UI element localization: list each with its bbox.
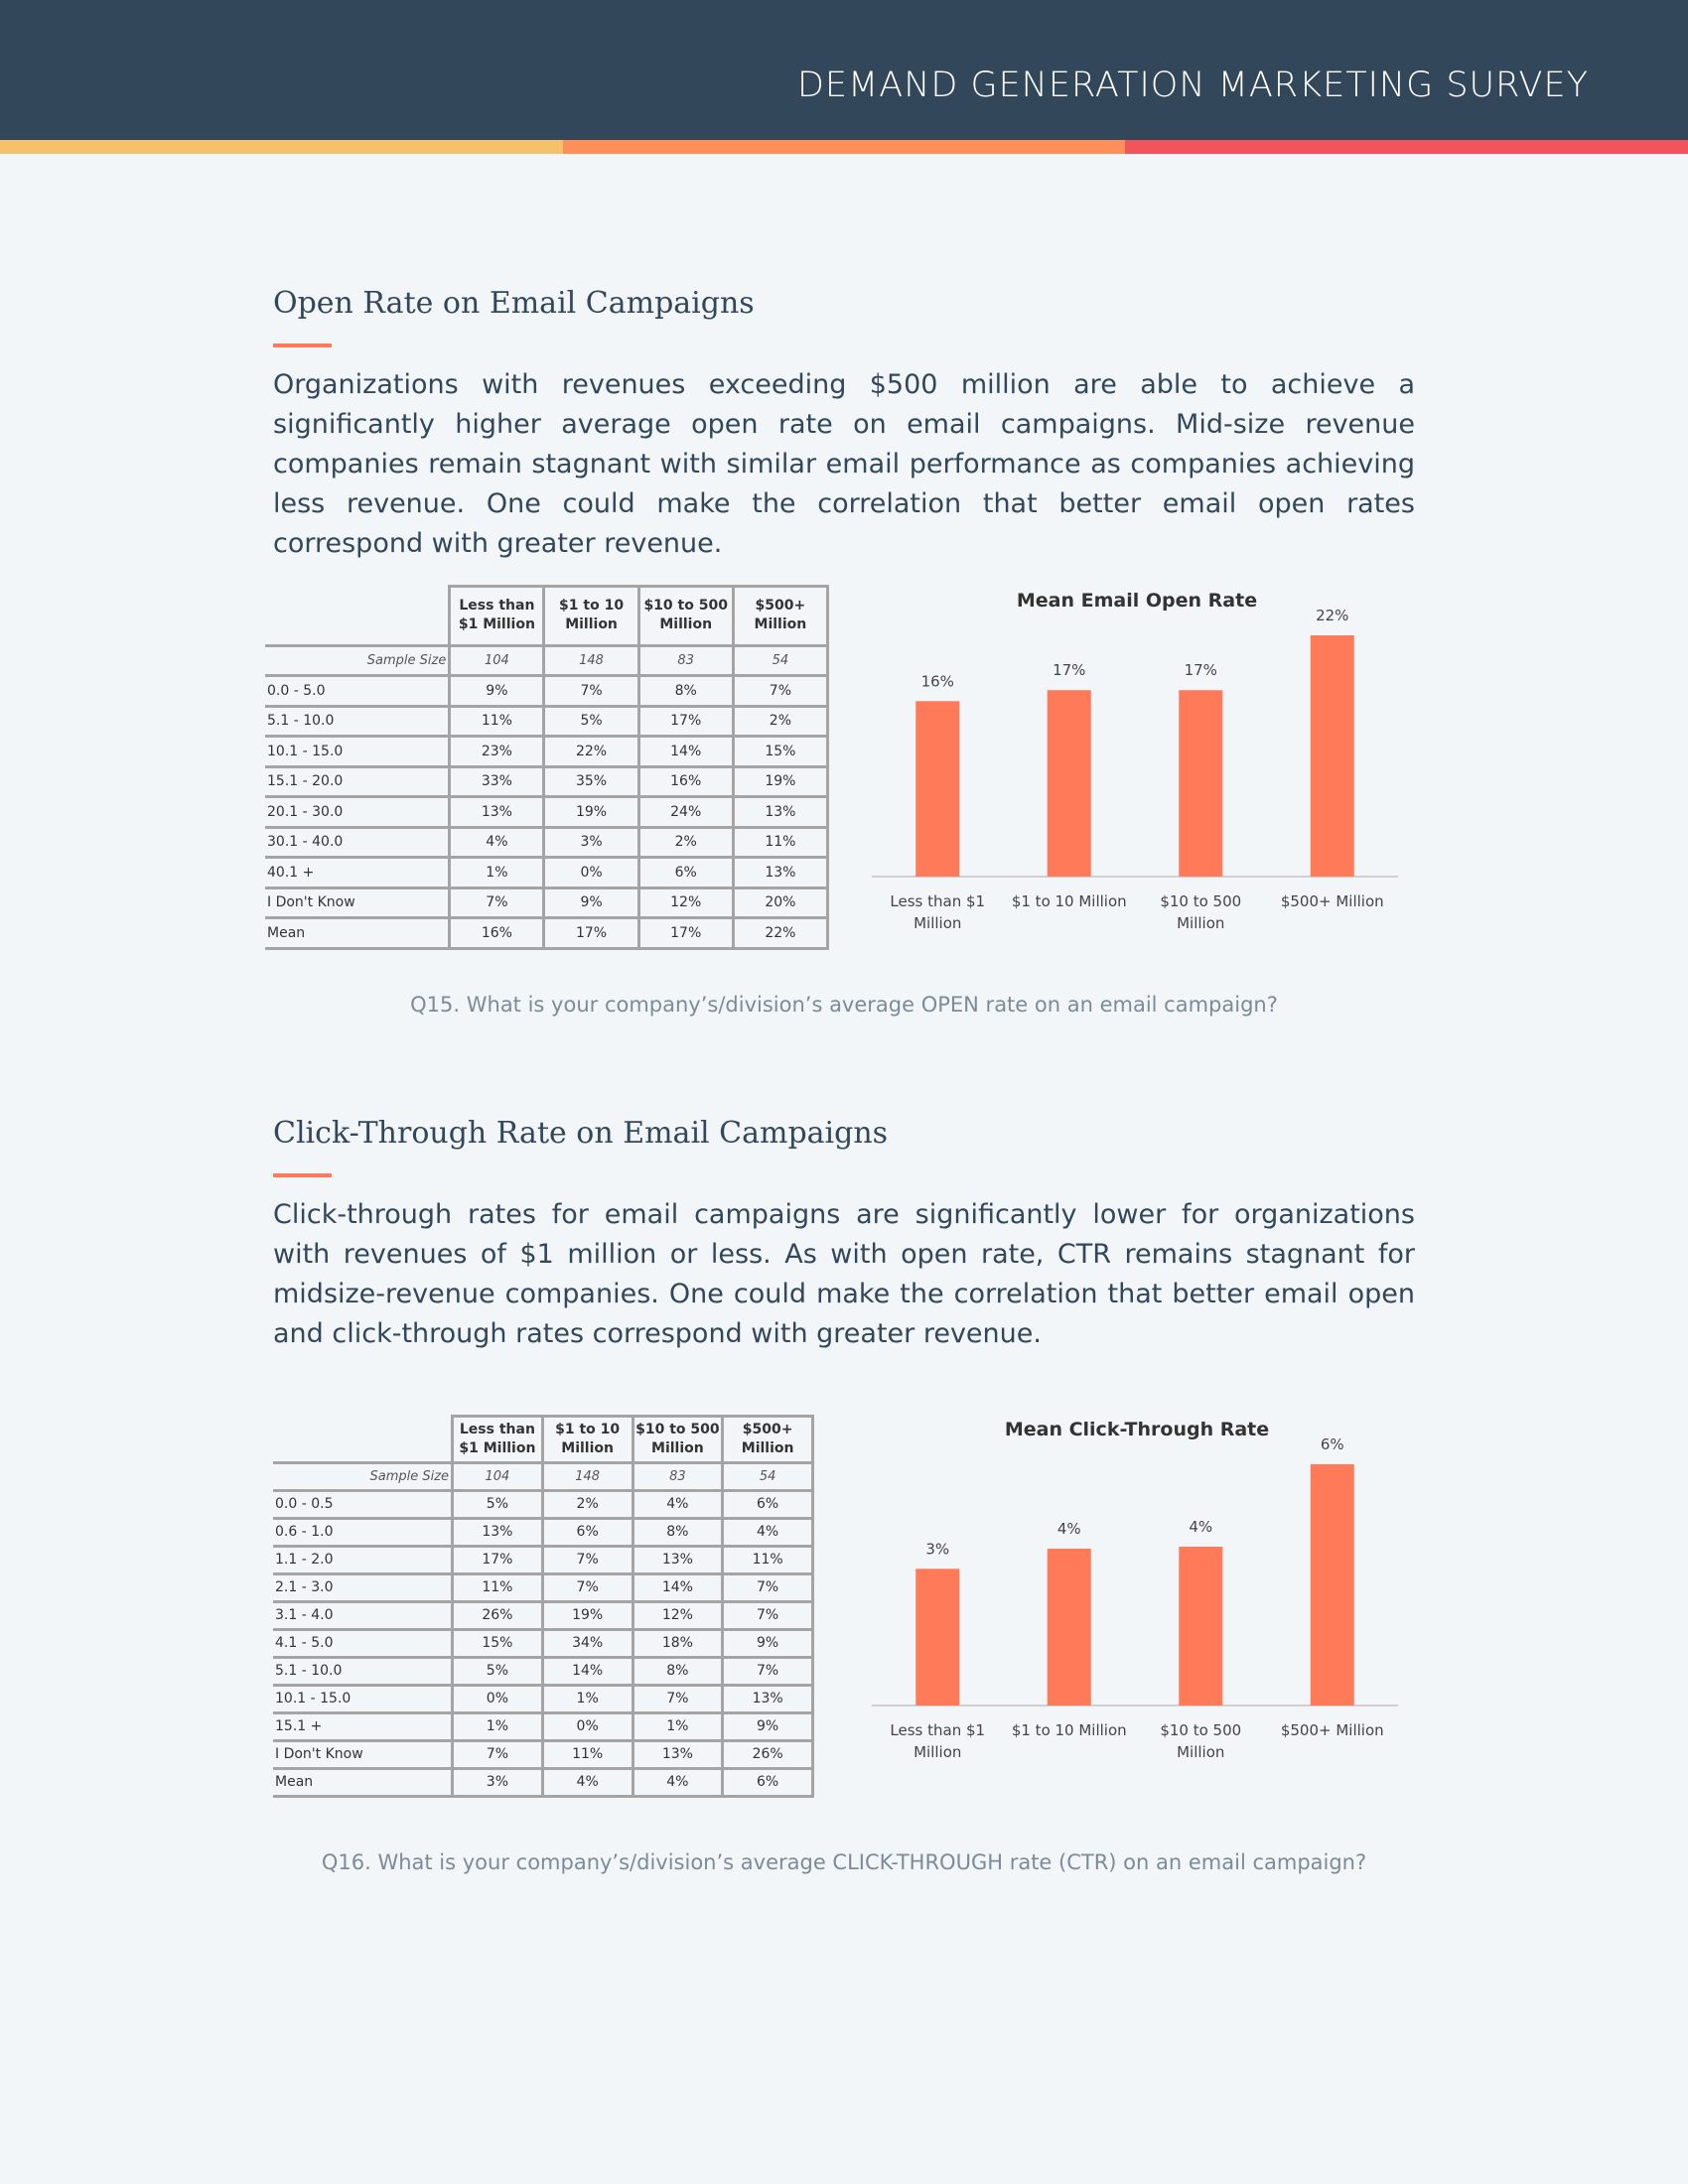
table-cell: 35% xyxy=(544,766,638,797)
row-label: 5.1 - 10.0 xyxy=(265,706,450,737)
table-cell: 7% xyxy=(544,676,638,707)
table-row xyxy=(273,1740,813,1768)
caption-q15: Q15. What is your company’s/division’s average OPEN rate on an email campaign? xyxy=(410,993,1278,1017)
table-header-row xyxy=(265,587,828,646)
table-cell: 7% xyxy=(450,887,544,918)
table-cell: 24% xyxy=(638,797,733,828)
category-label: Million xyxy=(914,1743,962,1761)
column-header xyxy=(544,587,638,646)
table-row xyxy=(273,1490,813,1518)
sample-size-label: Sample Size xyxy=(265,645,450,676)
column-header-line: $10 to 500 xyxy=(635,1421,720,1437)
table-cell: 9% xyxy=(544,887,638,918)
table-cell: 7% xyxy=(723,1601,813,1629)
table-cell: 33% xyxy=(450,766,544,797)
title-underline xyxy=(273,1173,332,1177)
table-row xyxy=(273,1573,813,1601)
caption-q16: Q16. What is your company’s/division’s average CLICK-THROUGH rate (CTR) on an email campaign? xyxy=(321,1850,1367,1874)
table-row xyxy=(265,706,828,737)
bar xyxy=(1048,690,1091,877)
table-cell: 8% xyxy=(638,676,733,707)
table-row xyxy=(273,1546,813,1573)
table-cell: 22% xyxy=(544,737,638,767)
table-cell: 6% xyxy=(542,1518,633,1546)
chart-title: Mean Click-Through Rate xyxy=(1004,1419,1270,1440)
row-label: 30.1 - 40.0 xyxy=(265,827,450,858)
open-rate-table xyxy=(265,585,829,950)
table-cell: 12% xyxy=(633,1601,723,1629)
table-row xyxy=(273,1601,813,1629)
bar xyxy=(1311,635,1354,877)
category-label: $10 to 500 xyxy=(1160,1721,1242,1739)
table-cell: 13% xyxy=(633,1740,723,1768)
bar xyxy=(915,1569,959,1706)
table-cell: 3% xyxy=(453,1768,543,1796)
ctr-chart xyxy=(864,1410,1400,1772)
category-label: Million xyxy=(1177,1743,1225,1761)
row-label: 5.1 - 10.0 xyxy=(273,1657,453,1685)
table-row xyxy=(265,797,828,828)
table-cell: 2% xyxy=(542,1490,633,1518)
sample-size-value: 148 xyxy=(544,645,638,676)
table-row xyxy=(265,887,828,918)
table-cell: 19% xyxy=(733,766,827,797)
bar xyxy=(915,701,959,877)
bar-value-label: 3% xyxy=(925,1540,950,1559)
table-row xyxy=(265,827,828,858)
table-cell: 7% xyxy=(542,1546,633,1573)
table-row xyxy=(265,858,828,888)
table-cell: 0% xyxy=(453,1685,543,1712)
table-cell: 5% xyxy=(453,1657,543,1685)
table-cell: 19% xyxy=(544,797,638,828)
table-row xyxy=(273,1768,813,1796)
table-cell: 2% xyxy=(733,706,827,737)
table-cell: 7% xyxy=(542,1573,633,1601)
table-row xyxy=(273,1518,813,1546)
row-label: 2.1 - 3.0 xyxy=(273,1573,453,1601)
table-cell: 0% xyxy=(542,1712,633,1740)
column-header-line: $500+ xyxy=(755,598,806,614)
table-cell: 13% xyxy=(453,1518,543,1546)
table-cell: 7% xyxy=(633,1685,723,1712)
open-rate-chart xyxy=(864,581,1400,943)
table-cell: 11% xyxy=(542,1740,633,1768)
sample-size-label: Sample Size xyxy=(273,1462,453,1490)
bar xyxy=(1048,1549,1091,1706)
table-cell: 12% xyxy=(638,887,733,918)
page-header xyxy=(0,0,1688,140)
row-label: I Don't Know xyxy=(265,887,450,918)
table-row xyxy=(265,676,828,707)
ctr-table xyxy=(273,1415,814,1798)
table-cell: 5% xyxy=(453,1490,543,1518)
table-cell: 16% xyxy=(638,766,733,797)
table-cell: 6% xyxy=(638,858,733,888)
table-cell: 4% xyxy=(723,1518,813,1546)
table-cell: 11% xyxy=(453,1573,543,1601)
category-label: $500+ Million xyxy=(1280,1721,1384,1739)
table-cell: 5% xyxy=(544,706,638,737)
table-cell: 17% xyxy=(638,706,733,737)
table-cell: 20% xyxy=(733,887,827,918)
column-header-line: Million xyxy=(754,616,807,633)
table-cell: 13% xyxy=(450,797,544,828)
table-cell: 26% xyxy=(453,1601,543,1629)
table-row xyxy=(265,766,828,797)
column-header xyxy=(633,1417,723,1463)
table-cell: 11% xyxy=(723,1546,813,1573)
bar-value-label: 17% xyxy=(1184,661,1217,680)
category-label: Less than $1 xyxy=(890,892,986,910)
table-cell: 4% xyxy=(633,1490,723,1518)
column-header-line: Million xyxy=(565,616,618,633)
row-label: Mean xyxy=(265,918,450,949)
table-cell: 26% xyxy=(723,1740,813,1768)
column-header xyxy=(723,1417,813,1463)
table-row xyxy=(273,1685,813,1712)
sample-size-value: 83 xyxy=(638,645,733,676)
table-cell: 4% xyxy=(450,827,544,858)
table-cell: 11% xyxy=(733,827,827,858)
category-label: $500+ Million xyxy=(1280,892,1384,910)
table-cell: 4% xyxy=(633,1768,723,1796)
row-label: 0.0 - 0.5 xyxy=(273,1490,453,1518)
sample-size-row xyxy=(273,1462,813,1490)
sample-size-value: 54 xyxy=(733,645,827,676)
table-row xyxy=(273,1712,813,1740)
chart-title: Mean Email Open Rate xyxy=(1016,590,1258,612)
row-label: 10.1 - 15.0 xyxy=(273,1685,453,1712)
column-header-line: Less than xyxy=(459,598,535,614)
bar xyxy=(1179,1547,1222,1706)
row-label: 3.1 - 4.0 xyxy=(273,1601,453,1629)
column-header-line: Million xyxy=(651,1439,704,1456)
table-cell: 0% xyxy=(544,858,638,888)
column-header-line: $500+ xyxy=(742,1421,793,1437)
table-cell: 1% xyxy=(453,1712,543,1740)
column-header xyxy=(638,587,733,646)
bar-value-label: 22% xyxy=(1316,607,1349,624)
table-cell: 8% xyxy=(633,1518,723,1546)
paragraph-open-rate: Organizations with revenues exceeding $500 million are able to achieve a significantly higher average open rate on email campaigns. Mid-size revenue companies remain stagnant with similar email performance as companies achieving less revenue. One could make the correlation that better email open rates correspond with greater revenue. xyxy=(273,369,1415,559)
sample-size-value: 104 xyxy=(453,1462,543,1490)
row-label: 20.1 - 30.0 xyxy=(265,797,450,828)
category-label: $1 to 10 Million xyxy=(1011,892,1127,910)
category-label: Less than $1 xyxy=(890,1721,986,1739)
table-cell: 19% xyxy=(542,1601,633,1629)
bar xyxy=(1311,1464,1354,1706)
table-corner xyxy=(273,1417,453,1463)
header-title: DEMAND GENERATION MARKETING SURVEY xyxy=(796,66,1589,105)
table-cell: 14% xyxy=(542,1657,633,1685)
row-label: I Don't Know xyxy=(273,1740,453,1768)
table-cell: 6% xyxy=(723,1490,813,1518)
column-header-line: Million xyxy=(741,1439,794,1456)
row-label: 40.1 + xyxy=(265,858,450,888)
table-cell: 7% xyxy=(723,1657,813,1685)
column-header xyxy=(453,1417,543,1463)
column-header xyxy=(733,587,827,646)
column-header xyxy=(542,1417,633,1463)
table-cell: 15% xyxy=(453,1629,543,1657)
table-cell: 17% xyxy=(544,918,638,949)
table-cell: 1% xyxy=(633,1712,723,1740)
column-header-line: $1 to 10 xyxy=(555,1421,621,1437)
table-cell: 14% xyxy=(638,737,733,767)
bar-value-label: 17% xyxy=(1053,661,1086,680)
column-header-line: $1 to 10 xyxy=(559,598,625,614)
row-label: 0.6 - 1.0 xyxy=(273,1518,453,1546)
bar-value-label: 6% xyxy=(1320,1435,1344,1453)
table-cell: 11% xyxy=(450,706,544,737)
table-cell: 1% xyxy=(450,858,544,888)
table-cell: 1% xyxy=(542,1685,633,1712)
sample-size-value: 148 xyxy=(542,1462,633,1490)
table-cell: 22% xyxy=(733,918,827,949)
table-cell: 16% xyxy=(450,918,544,949)
category-label: $10 to 500 xyxy=(1160,892,1242,910)
column-header-line: $1 Million xyxy=(459,1439,536,1456)
table-cell: 13% xyxy=(733,858,827,888)
table-cell: 13% xyxy=(723,1685,813,1712)
sample-size-value: 83 xyxy=(633,1462,723,1490)
stripe-red xyxy=(1125,140,1688,154)
table-cell: 9% xyxy=(450,676,544,707)
stripe-orange xyxy=(563,140,1126,154)
sample-size-value: 104 xyxy=(450,645,544,676)
bar-value-label: 4% xyxy=(1056,1520,1081,1539)
table-cell: 14% xyxy=(633,1573,723,1601)
table-row xyxy=(273,1629,813,1657)
section-title-ctr: Click-Through Rate on Email Campaigns xyxy=(273,1116,889,1151)
table-cell: 9% xyxy=(723,1712,813,1740)
table-row xyxy=(273,1657,813,1685)
row-label: 1.1 - 2.0 xyxy=(273,1546,453,1573)
row-label: 15.1 - 20.0 xyxy=(265,766,450,797)
column-header-line: Less than xyxy=(459,1421,535,1437)
table-row xyxy=(265,918,828,949)
table-cell: 3% xyxy=(544,827,638,858)
table-cell: 7% xyxy=(453,1740,543,1768)
column-header-line: $1 Million xyxy=(458,616,535,633)
table-cell: 13% xyxy=(633,1546,723,1573)
table-cell: 2% xyxy=(638,827,733,858)
column-header-line: $10 to 500 xyxy=(643,598,728,614)
table-cell: 15% xyxy=(733,737,827,767)
table-cell: 17% xyxy=(453,1546,543,1573)
table-cell: 34% xyxy=(542,1629,633,1657)
row-label: 4.1 - 5.0 xyxy=(273,1629,453,1657)
column-header-line: Million xyxy=(561,1439,614,1456)
sample-size-row xyxy=(265,645,828,676)
bar-value-label: 4% xyxy=(1189,1518,1213,1537)
table-cell: 18% xyxy=(633,1629,723,1657)
table-corner xyxy=(265,587,450,646)
table-cell: 13% xyxy=(733,797,827,828)
row-label: Mean xyxy=(273,1768,453,1796)
title-underline xyxy=(273,343,332,347)
table-cell: 8% xyxy=(633,1657,723,1685)
row-label: 0.0 - 5.0 xyxy=(265,676,450,707)
column-header xyxy=(450,587,544,646)
sample-size-value: 54 xyxy=(723,1462,813,1490)
category-label: Million xyxy=(914,914,962,932)
table-header-row xyxy=(273,1417,813,1463)
table-cell: 4% xyxy=(542,1768,633,1796)
section-title-open-rate: Open Rate on Email Campaigns xyxy=(273,286,755,321)
bar xyxy=(1179,690,1222,877)
row-label: 15.1 + xyxy=(273,1712,453,1740)
table-cell: 23% xyxy=(450,737,544,767)
stripe-yellow xyxy=(0,140,563,154)
category-label: Million xyxy=(1177,914,1225,932)
table-cell: 7% xyxy=(723,1573,813,1601)
paragraph-ctr: Click-through rates for email campaigns are significantly lower for organizations with revenues of $1 million or less. As with open rate, CTR remains stagnant for midsize-revenue companies. One could make the correlation that better email open and click-through rates correspond with greater revenue. xyxy=(273,1199,1415,1349)
row-label: 10.1 - 15.0 xyxy=(265,737,450,767)
table-cell: 7% xyxy=(733,676,827,707)
table-cell: 9% xyxy=(723,1629,813,1657)
bar-value-label: 16% xyxy=(920,672,954,691)
table-cell: 6% xyxy=(723,1768,813,1796)
table-row xyxy=(265,737,828,767)
column-header-line: Million xyxy=(659,616,713,633)
table-cell: 17% xyxy=(638,918,733,949)
header-stripes xyxy=(0,140,1688,154)
category-label: $1 to 10 Million xyxy=(1011,1721,1127,1739)
